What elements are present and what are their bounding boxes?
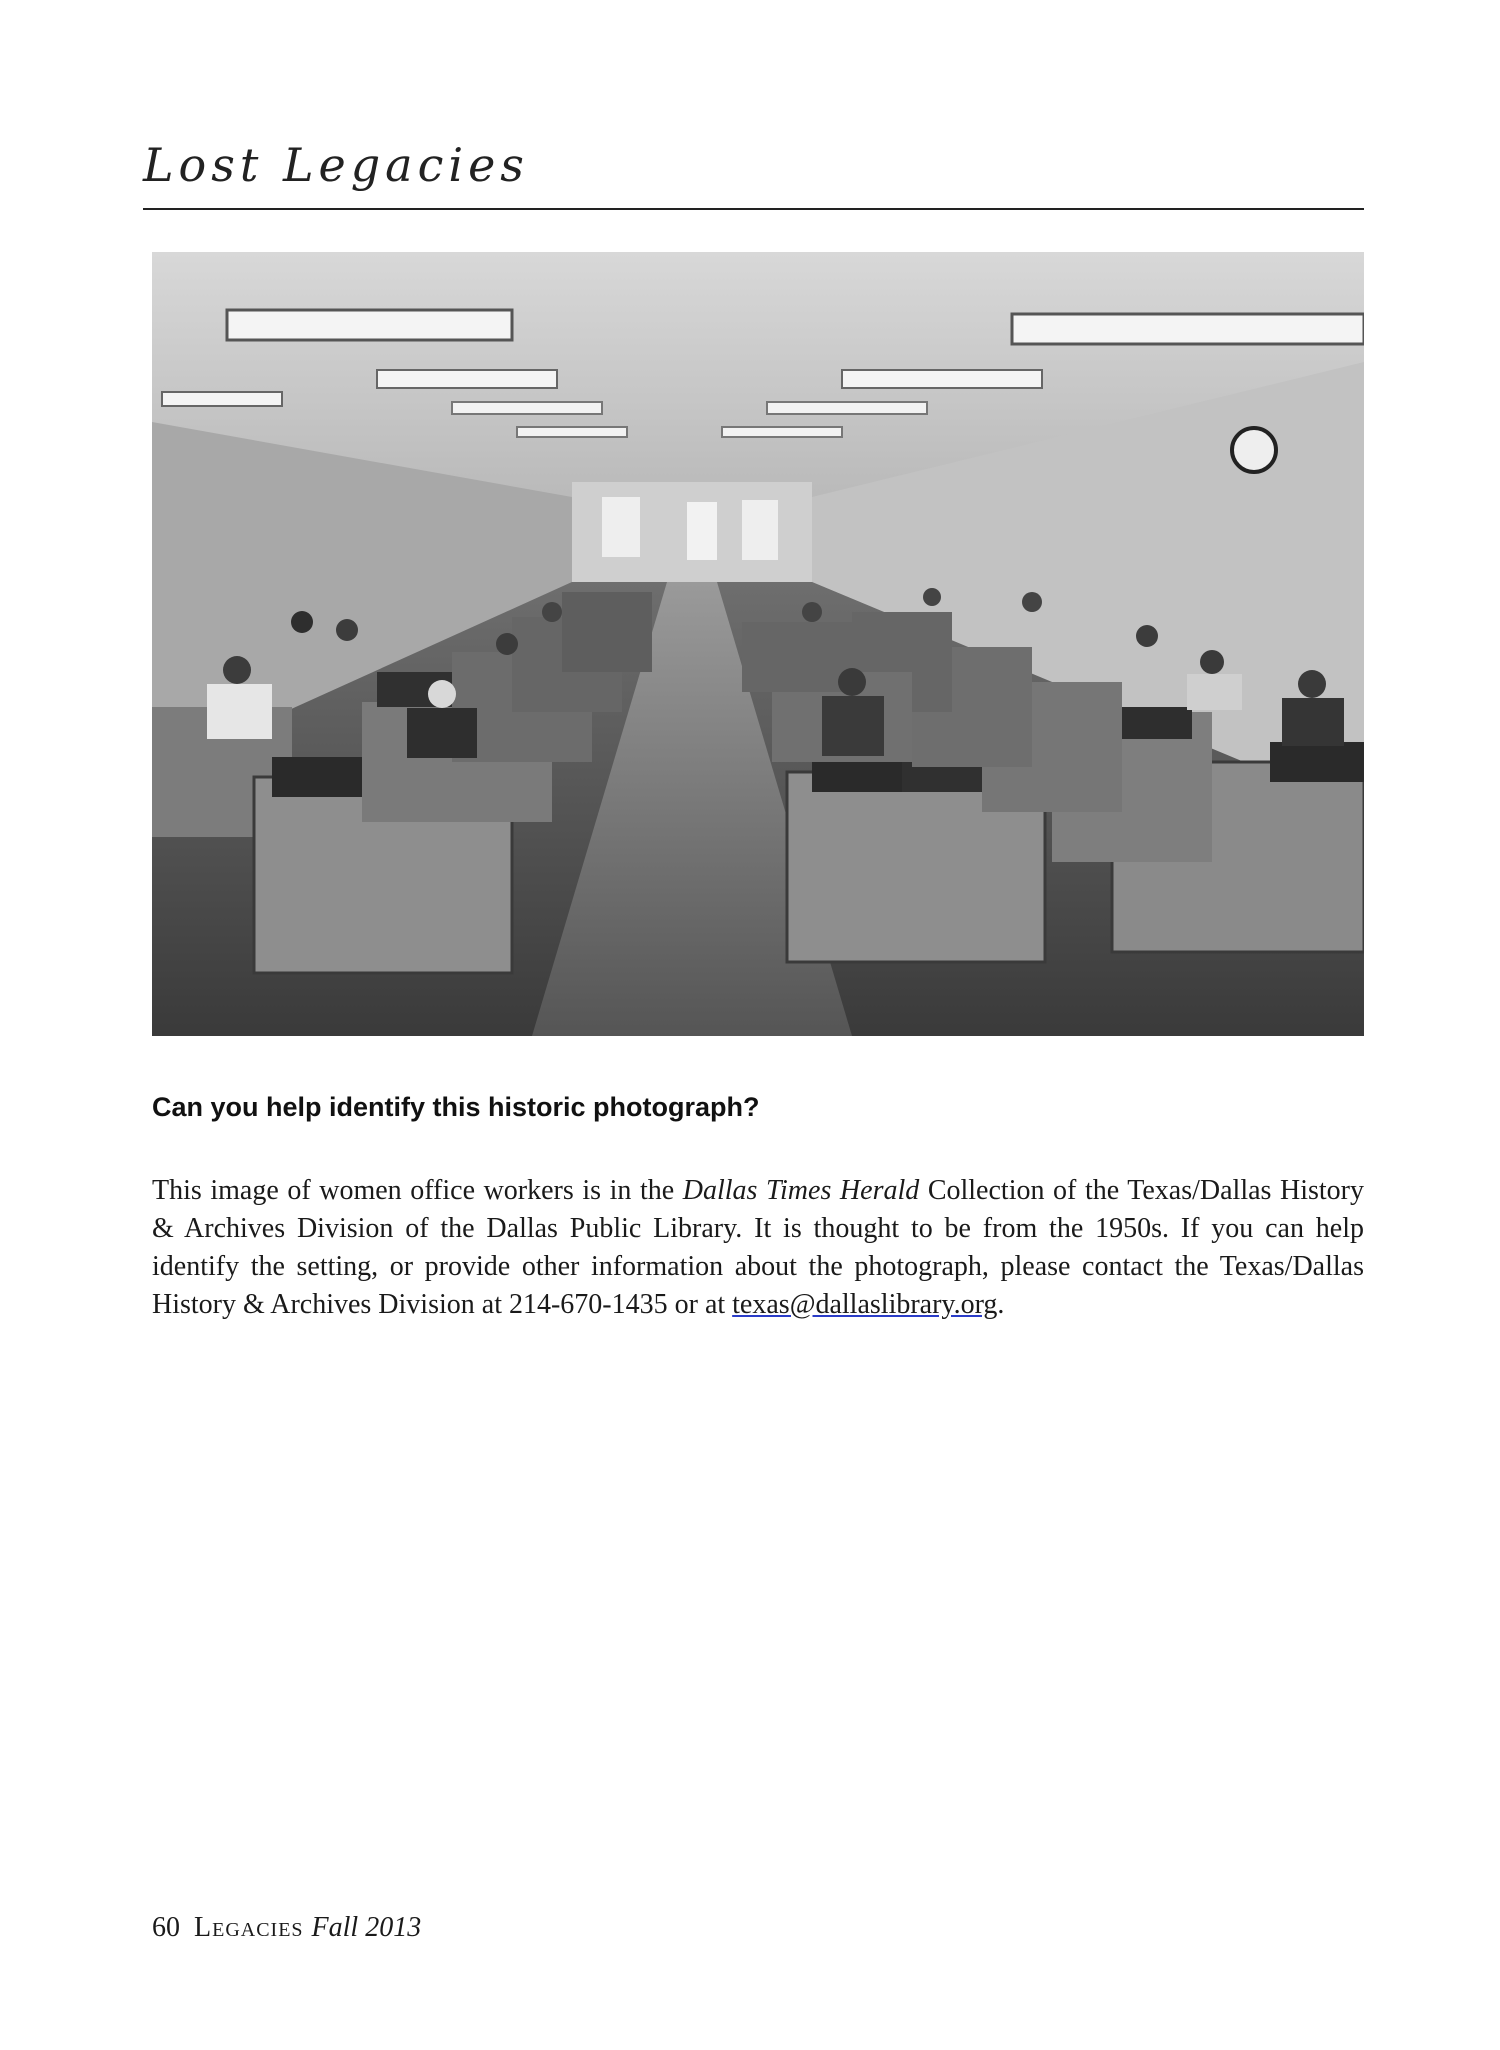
page-number: 60 [152,1912,180,1943]
historic-office-photograph [152,252,1364,1036]
collection-title: Dallas Times Herald [682,1175,920,1206]
body-text-part-1: This image of women office workers is in the [152,1175,683,1206]
body-text-part-2: Collection of the Texas/Dallas History & Archives Division of the Dallas Public Library. It is thought to be from the 1950s. If you can help identify the setting, or provide other information about the photograph, please contact the Texas/Dallas History & Archives Division at 214-670-1435 or at [152,1175,1365,1320]
article-question-heading: Can you help identify this historic photograph? [152,1092,760,1122]
article-body [152,1172,1364,1324]
page-footer [152,1912,421,1944]
issue-label: Fall 2013 [311,1912,422,1943]
publication-name: Legacies [194,1912,304,1943]
section-rule [143,208,1364,210]
contact-email-link[interactable]: texas@dallaslibrary.org [732,1289,998,1320]
body-text-part-3: . [997,1289,1005,1320]
section-title: Lost Legacies [143,138,529,192]
